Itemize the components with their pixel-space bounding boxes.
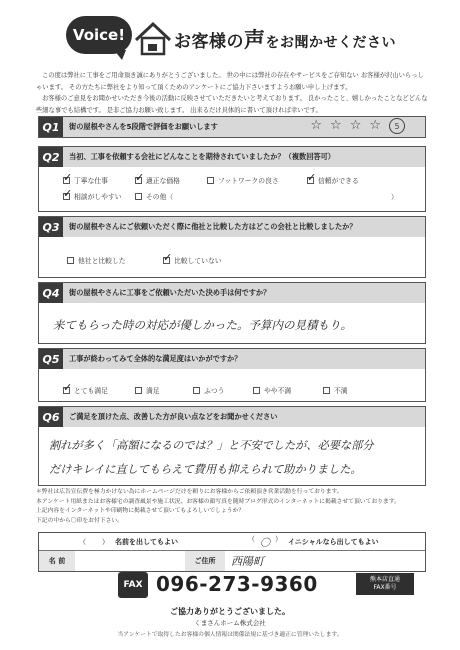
question-4 <box>38 282 426 344</box>
option-fair-price[interactable]: ✓ 適正な価格 <box>135 175 180 185</box>
voice-badge: Voice! <box>66 16 132 54</box>
option-easy-consult[interactable]: ✓ 相談がしやすい <box>63 191 122 201</box>
fax-block <box>118 570 418 604</box>
checkbox[interactable] <box>135 193 142 200</box>
checkbox[interactable] <box>193 387 200 394</box>
name-field[interactable] <box>75 551 185 571</box>
question-6 <box>38 406 426 486</box>
other-close-paren: ） <box>391 193 398 201</box>
star-icon[interactable]: ☆ <box>310 118 323 133</box>
house-icon <box>134 20 172 58</box>
question-text: 街の屋根やさんを5段階で評価をお願いします <box>69 122 218 131</box>
circle-mark: 〇 <box>260 538 270 549</box>
handwritten-answer-line-1[interactable]: 割れが多く「高額になるのでは？」と不安でしたが、必要な部分 <box>49 439 374 452</box>
question-text: 街の屋根やさんに工事をご依頼いただいた決め手は何ですか？ <box>69 288 271 297</box>
question-text: 工事が終わってみて全体的な満足度はいかがですか？ <box>69 354 242 363</box>
option-other[interactable]: その他（ <box>135 191 173 201</box>
option-satisfied[interactable]: 満足 <box>135 385 160 395</box>
star-icon[interactable]: ☆ <box>330 118 342 133</box>
question-text: 当初、工事を依頼する会社にどんなことを期待されていましたか？（複数回答可） <box>69 152 335 161</box>
option-trustworthy[interactable]: ✓ 信頼ができる <box>307 175 359 185</box>
option-neutral[interactable]: ふつう <box>193 385 224 395</box>
question-text: 街の屋根やさんにご依頼いただく際に他社と比較した方はどこの会社と比較しましたか？ <box>69 222 357 231</box>
question-3 <box>38 216 426 278</box>
consent-notes: ＊弊社は広告宣伝費を極力かけない為にホームページだけを頼りにお客様からご依頼頂き営業活動を行っております。 本アンケート用紙またはお客様宅の調査風景や施工状況、お客様の顔写真を随時ブログ形式のインターネットに掲載させて頂いております。 上記内容をインターネットや印刷物に掲載させて頂いてもよろしいでしょうか？ 下記の中から〇印をお付下さい。 <box>36 489 400 524</box>
checkbox[interactable] <box>307 177 314 184</box>
option-not-compared[interactable]: ✓ 比較していない <box>163 255 222 265</box>
initial-consent-label: イニシャルなら出してもよい <box>288 537 379 546</box>
handwritten-answer[interactable]: 来てもらった時の対応が優しかった。予算内の見積もり。 <box>53 318 352 332</box>
checkbox[interactable] <box>135 177 142 184</box>
question-number: Q6 <box>39 407 63 427</box>
option-very-satisfied[interactable]: ✓ とても満足 <box>63 385 108 395</box>
checkbox[interactable] <box>323 387 330 394</box>
checkbox[interactable] <box>253 387 260 394</box>
privacy-note: 当アンケートで取得したお客様の個人情報は関係法規に基づき適正に管理いたします。 <box>117 632 343 638</box>
handwritten-answer-line-2[interactable]: だけキレイに直してもらえて費用も抑えられて助かりました。 <box>49 463 362 476</box>
rating-stars[interactable] <box>310 118 405 134</box>
name-field-label: 名 前 <box>39 551 75 571</box>
fax-direct-tag: 熊本店直通 FAX番号 <box>356 573 414 595</box>
checkbox[interactable] <box>135 387 142 394</box>
question-number: Q2 <box>39 147 63 167</box>
question-number: Q1 <box>39 117 63 137</box>
question-number: Q4 <box>39 283 63 303</box>
checkbox[interactable] <box>163 257 170 264</box>
consent-fields <box>38 532 426 572</box>
star-icon[interactable]: ☆ <box>369 118 381 133</box>
intro-paragraph-1: この度は弊社に工事をご用命頂き誠にありがとうございました。 世の中には弊社の存在やサービスをご存知ない お客様が沢山いらっしゃいます。 その方たちに弊社をより知って頂くためのアンケートにご協力下さいますようお願い申し上げます。 <box>36 72 424 91</box>
question-number: Q5 <box>39 349 63 369</box>
page-title: お客様の声をお聞かせください <box>174 28 396 52</box>
title-emphasis: 声 <box>244 28 266 52</box>
checkbox[interactable] <box>63 177 70 184</box>
question-2 <box>38 146 426 212</box>
intro-paragraph-2: お客様のご意見をお聞かせいただき今後の活動に反映させていただきたいと考えております。 良かったこと、嬉しかったことなどどんな些細な事でも結構です。 是非ご協力お願い致します。 出来るだけ具体的に書いて頂ければ幸いです。 <box>36 95 428 114</box>
thanks-text: ご協力ありがとうございました。 <box>170 607 290 616</box>
option-compared[interactable]: 他社と比較した <box>67 255 126 265</box>
circled-star-rating[interactable]: 5 <box>389 118 405 134</box>
option-footwork[interactable]: フットワークの良さ <box>207 175 279 185</box>
checkbox[interactable] <box>207 177 214 184</box>
checkbox[interactable] <box>63 387 70 394</box>
question-5 <box>38 348 426 402</box>
checkbox[interactable] <box>63 193 70 200</box>
checkbox[interactable] <box>67 257 74 264</box>
name-consent-label: 名前を出してもよい <box>115 537 178 546</box>
question-number: Q3 <box>39 217 63 237</box>
survey-header <box>30 14 430 62</box>
name-consent-choice[interactable]: （ ） <box>79 537 109 546</box>
address-field-label: ご住所 <box>185 551 225 571</box>
question-text: ご満足を頂けた点、改善した方が良い点などをお聞かせください <box>69 412 278 421</box>
option-dissatisfied[interactable]: 不満 <box>323 385 348 395</box>
option-somewhat-dissatisfied[interactable]: やや不満 <box>253 385 291 395</box>
option-careful-work[interactable]: ✓ 丁寧な仕事 <box>63 175 108 185</box>
fax-number[interactable]: 096-273-9360 <box>156 572 318 596</box>
fax-icon: FAX <box>118 572 148 598</box>
star-icon[interactable]: ☆ <box>349 118 362 133</box>
question-1 <box>38 116 426 138</box>
initial-consent-choice[interactable]: （ 〇 ） <box>248 535 282 549</box>
address-field[interactable]: 西陽町 <box>231 555 264 568</box>
company-name: くまさんホーム株式会社 <box>194 619 266 627</box>
intro-text <box>36 70 428 116</box>
